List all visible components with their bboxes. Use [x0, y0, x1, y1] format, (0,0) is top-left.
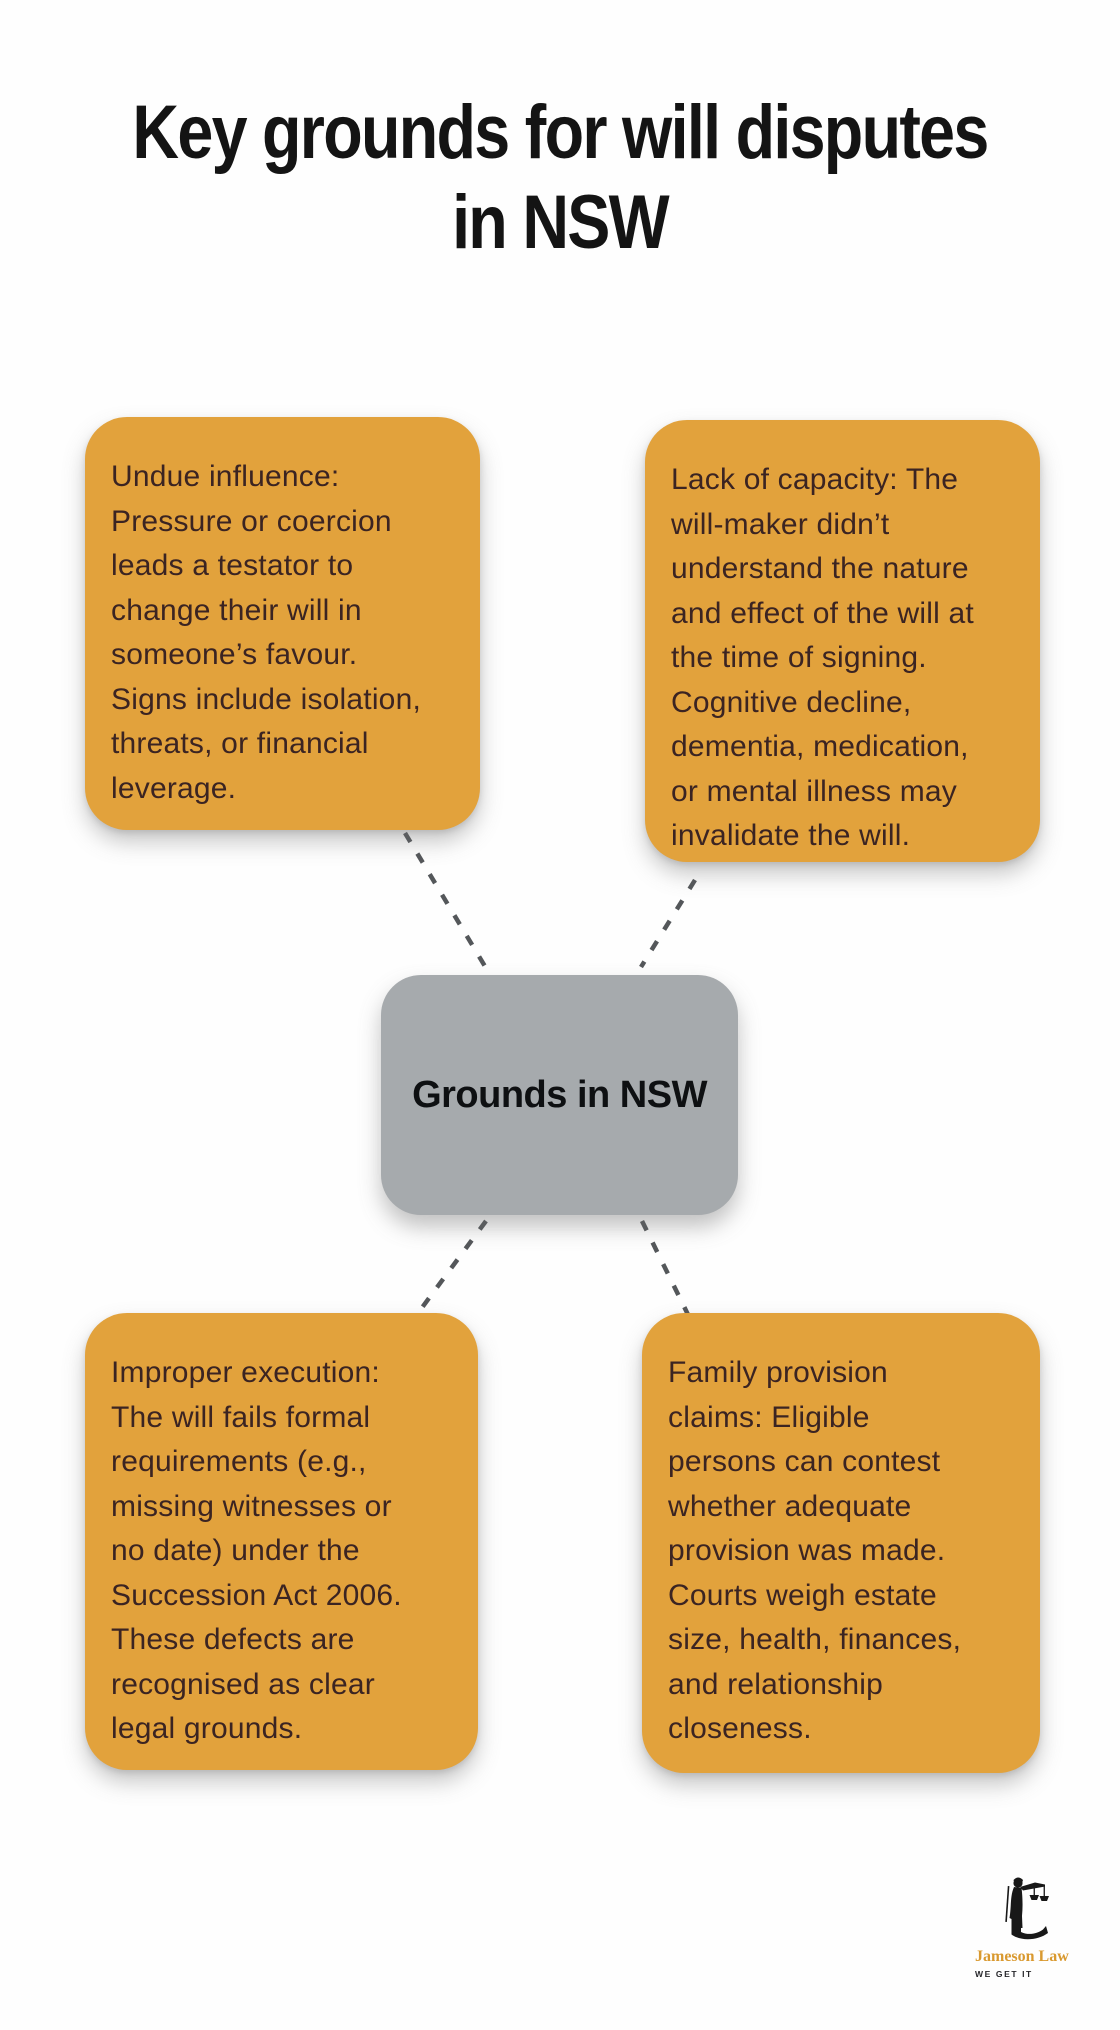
card-undue-influence-text: Undue influence: Pressure or coercion leads a testator to change their will in someone’s favour. Signs include isolation, threats, or financial leverage.: [111, 460, 421, 805]
card-family-provision-claims-text: Family provision claims: Eligible persons can contest whether adequate provision was made. Courts weigh estate size, health, finances, and relationship closeness.: [668, 1356, 962, 1745]
center-node-label: Grounds in NSW: [412, 1073, 707, 1116]
card-lack-of-capacity-text: Lack of capacity: The will-maker didn’t understand the nature and effect of the will at the time of signing. Cognitive decline, dementia, medication, or mental illness may invalidate the will.: [671, 463, 974, 852]
jameson-law-logo: [975, 1876, 1085, 1979]
center-node: [381, 975, 738, 1215]
card-improper-execution: [85, 1313, 478, 1770]
connector-top-left: [405, 833, 486, 968]
card-family-provision-claims: [642, 1313, 1040, 1773]
brand-name: Jameson Law: [975, 1948, 1069, 1965]
page-title: Key grounds for will disputes in NSW: [132, 90, 988, 265]
card-improper-execution-text: Improper execution: The will fails formal requirements (e.g., missing witnesses or no date) under the Succession Act 2006. These defects are recognised as clear legal grounds.: [111, 1356, 402, 1745]
card-undue-influence: [85, 417, 480, 830]
connector-top-right: [641, 880, 695, 967]
lady-justice-icon: [993, 1876, 1055, 1946]
card-lack-of-capacity: [645, 420, 1040, 862]
brand-tagline: WE GET IT: [975, 1969, 1033, 1979]
